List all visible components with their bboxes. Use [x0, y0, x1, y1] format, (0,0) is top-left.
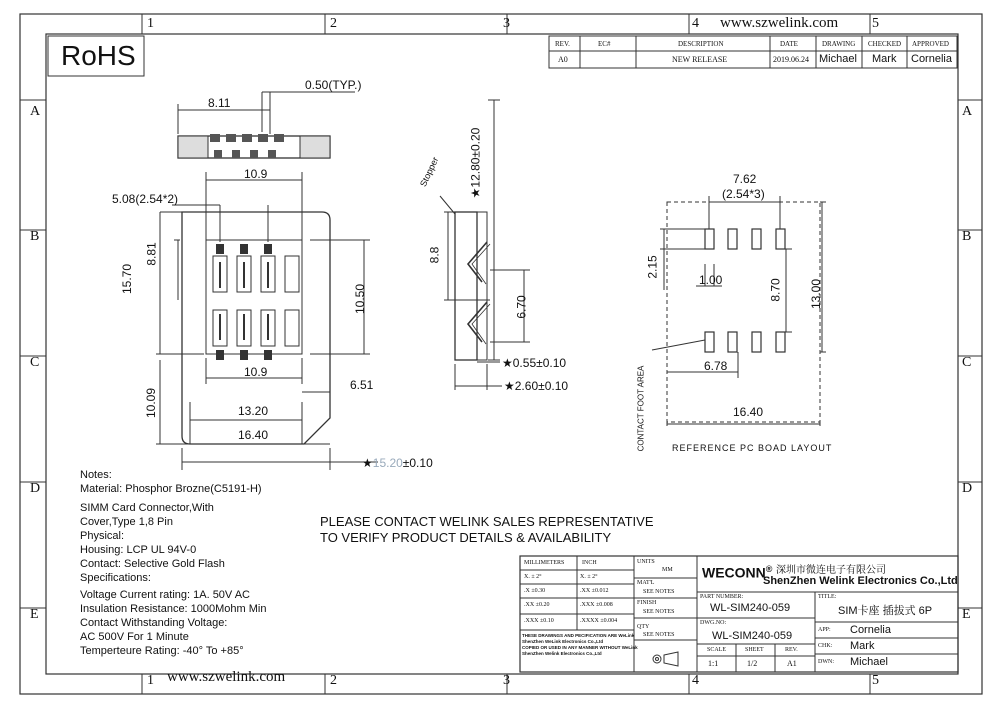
tb-rev-label: REV. — [785, 647, 798, 653]
note-line: SIMM Card Connector,With — [80, 502, 214, 514]
note-line: AC 500V For 1 Minute — [80, 631, 189, 643]
zone-top-5: 5 — [872, 16, 879, 31]
tb-part-label: PART NUMBER: — [700, 594, 744, 600]
tb-scale-value: 1:1 — [708, 659, 719, 668]
zone-left-c: C — [30, 355, 40, 370]
tb-title-value: SIM卡座 插拔式 6P — [838, 605, 933, 617]
zone-top-1: 1 — [147, 16, 154, 31]
tb-title-label: TITLE: — [818, 594, 837, 600]
tb-company-cn: 深圳市微连电子有限公司 — [776, 565, 886, 576]
contact-message-line-1: PLEASE CONTACT WELINK SALES REPRESENTATIVE — [320, 514, 654, 529]
rev-header-ec: EC# — [598, 40, 611, 48]
dim-13-20: 13.20 — [238, 404, 269, 418]
note-line: Material: Phosphor Brozne(C5191-H) — [80, 483, 262, 495]
tb-tol-in-2: .XXX ±0.008 — [580, 602, 613, 608]
dim-2-60: ★2.60±0.10 — [504, 379, 569, 393]
tb-dwg-value: WL-SIM240-059 — [712, 630, 793, 642]
dim-6-51: 6.51 — [350, 378, 374, 392]
zone-top-3: 3 — [503, 16, 510, 31]
tb-tol-in-1: .XX ±0.012 — [580, 588, 609, 594]
tb-matl-label: MAT'L — [637, 580, 655, 586]
zone-bottom-4: 4 — [692, 673, 699, 688]
note-line: Housing: LCP UL 94V-0 — [80, 544, 197, 556]
tb-tol-in-0: X. ± 2° — [580, 574, 598, 580]
dim-12-80: ★12.80±0.20 — [468, 127, 483, 199]
notes-block — [80, 468, 266, 658]
zone-top-4: 4 — [692, 16, 699, 31]
dim-10-50: 10.50 — [353, 283, 368, 315]
star-mark: ★ — [362, 456, 373, 470]
note-line: Contact: Selective Gold Flash — [80, 558, 225, 570]
dim-8-81: 8.81 — [144, 242, 159, 266]
tb-app-value: Cornelia — [850, 624, 891, 636]
zone-right-c: C — [962, 355, 972, 370]
rev-header-approved: APPROVED — [912, 40, 949, 48]
tb-tol-mm-2: .XX ±0.20 — [524, 602, 550, 608]
zone-right-b: B — [962, 229, 972, 244]
tb-inch-header: INCH — [582, 560, 597, 566]
dim-13-00: 13.00 — [809, 278, 824, 310]
stopper-label: Stopper — [418, 155, 441, 189]
dim-0-55: ★0.55±0.10 — [502, 356, 567, 370]
tb-dwg-label: DWG.NO: — [700, 620, 727, 626]
zone-bottom-5: 5 — [872, 673, 879, 688]
dim-15-20-value: 15.20 — [372, 456, 403, 470]
website-top[interactable]: www.szwelink.com — [720, 15, 839, 31]
dim-1-00: 1.00 — [699, 273, 723, 287]
zone-bottom-2: 2 — [330, 673, 337, 688]
note-line: Cover,Type 1,8 Pin — [80, 516, 173, 528]
dim-10-9-top: 10.9 — [244, 167, 268, 181]
tb-tol-in-3: .XXXX ±0.004 — [580, 618, 618, 624]
rev-header-date: DATE — [780, 40, 798, 48]
rev-header-checked: CHECKED — [868, 40, 902, 48]
tb-mm-header: MILLIMETERS — [524, 560, 565, 566]
tb-rev-value: A1 — [787, 659, 797, 668]
dim-0-50-typ: 0.50(TYP.) — [305, 78, 362, 92]
zone-top-2: 2 — [330, 16, 337, 31]
pcb-layout-caption: REFERENCE PC BOAD LAYOUT — [672, 443, 833, 453]
disclaimer-line: THESE DRAWINGS AND PECIFICATION ARE WeLink — [522, 633, 635, 638]
dim-16-40: 16.40 — [238, 428, 269, 442]
rev-header-rev: REV. — [555, 40, 570, 48]
note-line: Notes: — [80, 469, 112, 481]
tb-company-en: ShenZhen Welink Electronics Co.,Ltd — [763, 575, 958, 587]
tb-units-value: MM — [662, 567, 673, 573]
note-line: Insulation Resistance: 1000Mohm Min — [80, 603, 267, 615]
dim-6-78: 6.78 — [704, 359, 728, 373]
zone-right-e: E — [962, 607, 971, 622]
tb-chk-label: CHK: — [818, 643, 833, 649]
tb-app-label: APP: — [818, 627, 831, 633]
tb-sheet-value: 1/2 — [747, 659, 758, 668]
rev-row-date: 2019.06.24 — [773, 55, 809, 64]
tb-part-value: WL-SIM240-059 — [710, 602, 791, 614]
rev-row-checked: Mark — [872, 53, 897, 65]
dim-10-09: 10.09 — [144, 387, 159, 419]
rev-header-description: DESCRIPTION — [678, 40, 724, 48]
zone-left-d: D — [30, 481, 41, 496]
zone-left-b: B — [30, 229, 40, 244]
zone-right-d: D — [962, 481, 973, 496]
dim-7-62: 7.62 — [733, 172, 757, 186]
rev-row-drawing: Michael — [819, 53, 857, 65]
dim-15-20-star — [362, 456, 433, 470]
contact-message-line-2: TO VERIFY PRODUCT DETAILS & AVAILABILITY — [320, 530, 612, 545]
note-line: Physical: — [80, 530, 125, 542]
zone-bottom-1: 1 — [147, 673, 154, 688]
tb-finish-label: FINISH — [637, 600, 657, 606]
dim-16-40-pcb: 16.40 — [733, 405, 764, 419]
zone-left-e: E — [30, 607, 39, 622]
tb-tol-mm-0: X. ± 2° — [524, 574, 542, 580]
tb-qty-value: SEE NOTES — [643, 632, 675, 638]
tb-dwn-value: Michael — [850, 656, 888, 668]
rev-header-drawing: DRAWING — [822, 40, 856, 48]
note-line: Voltage Current rating: 1A. 50V AC — [80, 589, 250, 601]
dim-8-11: 8.11 — [208, 96, 231, 110]
rev-row-approved: Cornelia — [911, 53, 952, 65]
tb-scale-label: SCALE — [707, 647, 727, 653]
tb-disclaimer — [522, 633, 638, 657]
tb-qty-label: QTY — [637, 624, 650, 630]
dim-10-9-bottom: 10.9 — [244, 365, 268, 379]
zone-bottom-3: 3 — [503, 673, 510, 688]
note-line: Specifications: — [80, 572, 151, 584]
tb-sheet-label: SHEET — [745, 647, 764, 653]
rev-row-description: NEW RELEASE — [672, 55, 728, 64]
zone-right-a: A — [962, 104, 973, 119]
website-bottom[interactable]: www.szwelink.com — [167, 669, 286, 685]
dim-8-8: 8.8 — [427, 246, 442, 264]
tb-units-label: UNITS — [637, 559, 655, 565]
dim-8-70: 8.70 — [768, 278, 783, 302]
brand-name: WECONN — [702, 564, 766, 581]
tb-finish-value: SEE NOTES — [643, 609, 675, 615]
tb-dwn-label: DWN: — [818, 659, 834, 665]
note-line: Temperteure Rating: -40° To +85° — [80, 645, 244, 657]
disclaimer-line: ShenZhen WeLink Electronics Co.,Ltd — [522, 639, 604, 644]
dim-5-08: 5.08(2.54*2) — [112, 192, 179, 206]
disclaimer-line: COPIED OR USED IN ANY MANNER WITHOUT WeLink — [522, 645, 638, 650]
tb-matl-value: SEE NOTES — [643, 589, 675, 595]
registered-mark: ® — [765, 564, 773, 574]
tb-chk-value: Mark — [850, 640, 875, 652]
contact-foot-area-label: CONTACT FOOT AREA — [636, 365, 646, 452]
note-line: Contact Withstanding Voltage: — [80, 617, 228, 629]
tb-brand — [702, 564, 772, 581]
tb-tol-mm-3: .XXX ±0.10 — [524, 618, 554, 624]
dim-15-70: 15.70 — [120, 263, 135, 295]
dim-2-54x3: (2.54*3) — [722, 187, 765, 201]
rev-row-rev: A0 — [558, 55, 568, 64]
rohs-mark: RoHS — [61, 40, 136, 71]
disclaimer-line: ShenZhen Welink Electronics Co.,Ltd — [522, 651, 602, 656]
zone-left-a: A — [30, 104, 41, 119]
dim-15-20-tolerance: ±0.10 — [402, 456, 433, 470]
dim-2-15: 2.15 — [645, 255, 660, 279]
dim-6-70: 6.70 — [514, 295, 529, 319]
tb-tol-mm-1: .X ±0.30 — [524, 588, 546, 594]
